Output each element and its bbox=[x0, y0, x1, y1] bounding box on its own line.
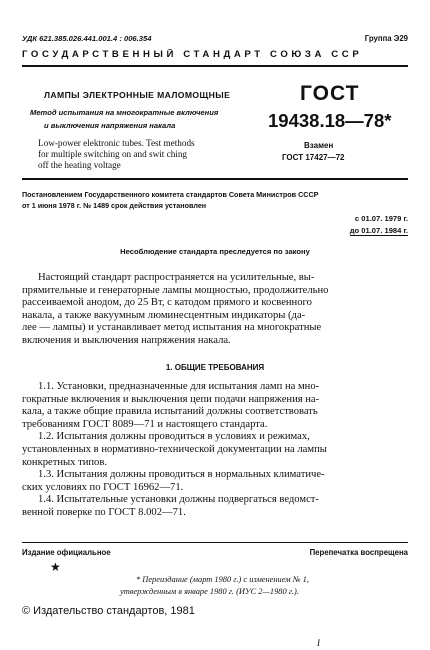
intro-line: включения и выключения напряжения накала. bbox=[22, 334, 231, 346]
intro-paragraph bbox=[22, 272, 410, 348]
star-icon: ★ bbox=[50, 560, 61, 574]
clause-1-1: 1.1. Установки, предназначенные для испытания ламп на мно- гократные включения и выключения цепи подачи напряжения на- кала, а также общие правила испытаний должны соответствовать требованиям ГОСТ 8089—71 и настоящего стандарта. bbox=[22, 381, 320, 430]
reprint-prohibited: Перепечатка воспрещена bbox=[309, 548, 408, 557]
udk-code: УДК 621.385.026.441.001.4 : 006.354 bbox=[22, 34, 152, 43]
reissue-note-line2: утвержденным в январе 1980 г. (ИУС 2—1980 г.). bbox=[120, 587, 299, 596]
intro-line: лее — лампы) и устанавливает метод испытания на многократные bbox=[22, 322, 322, 334]
standard-subtitle-line2: и выключения напряжения накала bbox=[44, 121, 176, 130]
group-code: Группа Э29 bbox=[364, 34, 408, 43]
replaces-label: Взамен bbox=[304, 141, 334, 150]
intro-line: прямительные и генераторные лампы мощностью, продолжительно bbox=[22, 284, 329, 296]
validity-to: до 01.07. 1984 г. bbox=[349, 226, 408, 235]
english-title-line2: for multiple switching on and swit ching bbox=[38, 149, 188, 159]
gost-number: 19438.18—78* bbox=[268, 110, 392, 131]
law-warning: Несоблюдение стандарта преследуется по закону bbox=[120, 247, 310, 256]
footer-rule bbox=[22, 542, 408, 543]
resolution-line2: от 1 июня 1978 г. № 1489 срок действия установлен bbox=[22, 201, 207, 210]
clause-1-4: 1.4. Испытательные установки должны подвергаться ведомст- венной поверке по ГОСТ 8.002—71. bbox=[22, 494, 319, 518]
standard-subtitle-line1: Метод испытания на многократные включения bbox=[30, 108, 219, 117]
section-title: 1. ОБЩИЕ ТРЕБОВАНИЯ bbox=[165, 363, 265, 372]
validity-from: с 01.07. 1979 г. bbox=[354, 214, 408, 223]
official-edition: Издание официальное bbox=[22, 548, 111, 557]
resolution-line1: Постановлением Государственного комитета стандартов Совета Министров СССР bbox=[22, 190, 319, 199]
standard-title: ЛАМПЫ ЭЛЕКТРОННЫЕ МАЛОМОЩНЫЕ bbox=[44, 90, 231, 100]
english-title-line1: Low-power elektronic tubes. Test methods bbox=[38, 138, 195, 148]
standard-banner: ГОСУДАРСТВЕННЫЙ СТАНДАРТ СОЮЗА ССР bbox=[22, 49, 363, 60]
header-rule bbox=[22, 65, 408, 67]
intro-line: накала, а также вакуумным люминесцентным индикаторы (да- bbox=[22, 309, 306, 321]
intro-line: рассеиваемой анодом, до 25 Вт, с катодом прямого и косвенного bbox=[22, 297, 312, 309]
intro-line: Настоящий стандарт распространяется на усилительные, вы- bbox=[38, 272, 315, 283]
clause-1-2: 1.2. Испытания должны проводиться в условиях и режимах, установленных в нормативно-технической документации на лампы конкретных типов. bbox=[22, 431, 327, 468]
english-title-line3: off the heating voltage bbox=[38, 160, 121, 170]
gost-label: ГОСТ bbox=[300, 82, 360, 105]
page-mark: I bbox=[317, 638, 320, 648]
reissue-note-line1: * Переиздание (март 1980 г.) с изменением № 1, bbox=[136, 575, 309, 584]
title-rule bbox=[22, 178, 408, 180]
publisher-copyright: © Издательство стандартов, 1981 bbox=[22, 605, 195, 617]
section-body bbox=[22, 381, 410, 520]
clause-1-3: 1.3. Испытания должны проводиться в нормальных климатиче- ских условиях по ГОСТ 16962—71. bbox=[22, 469, 325, 493]
replaces-value: ГОСТ 17427—72 bbox=[282, 153, 345, 162]
